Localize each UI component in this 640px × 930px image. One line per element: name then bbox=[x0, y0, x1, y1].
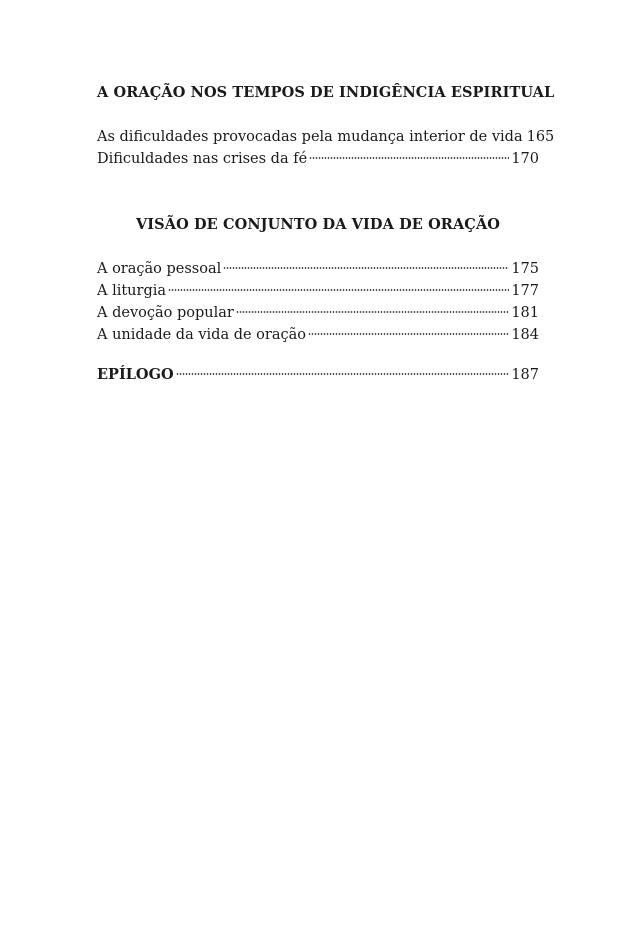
toc-entry-page: 181 bbox=[511, 305, 539, 321]
toc-entry-page: 177 bbox=[511, 283, 539, 299]
toc-list-indigencia bbox=[97, 126, 555, 170]
toc-entry-label: Dificuldades nas crises da fé bbox=[97, 151, 308, 167]
toc-entry bbox=[97, 258, 539, 280]
toc-entry-page: 170 bbox=[511, 151, 539, 167]
toc-list-visao bbox=[97, 258, 539, 346]
toc-entry-label: As dificuldades provocadas pela mudança interior de vida bbox=[97, 129, 523, 145]
toc-entry bbox=[97, 148, 539, 170]
toc-entry-label: A oração pessoal bbox=[97, 261, 222, 277]
epilogue-label: EPÍLOGO bbox=[97, 366, 174, 383]
toc-entry-page: 165 bbox=[526, 129, 555, 145]
toc-entry bbox=[97, 324, 539, 346]
section-title-indigencia: A ORAÇÃO NOS TEMPOS DE INDIGÊNCIA ESPIRITUAL bbox=[97, 84, 555, 101]
dot-leader bbox=[309, 156, 509, 160]
dot-leader bbox=[236, 310, 509, 314]
section-title-visao: VISÃO DE CONJUNTO DA VIDA DE ORAÇÃO bbox=[135, 216, 501, 233]
toc-entry-label: A liturgia bbox=[97, 283, 167, 299]
toc-entry-page: 175 bbox=[511, 261, 539, 277]
dot-leader bbox=[223, 266, 509, 270]
toc-entry-label: A unidade da vida de oração bbox=[97, 327, 306, 343]
toc-entry-page: 184 bbox=[511, 327, 539, 343]
toc-entry bbox=[97, 280, 539, 302]
dot-leader bbox=[176, 372, 510, 376]
toc-entry-epilogue bbox=[97, 364, 539, 386]
dot-leader bbox=[168, 288, 509, 292]
toc-entry bbox=[97, 302, 539, 324]
toc-entry-label: A devoção popular bbox=[97, 305, 234, 321]
dot-leader bbox=[308, 332, 509, 336]
toc-entry bbox=[97, 126, 555, 148]
table-of-contents bbox=[97, 82, 555, 386]
epilogue-page: 187 bbox=[511, 367, 539, 383]
